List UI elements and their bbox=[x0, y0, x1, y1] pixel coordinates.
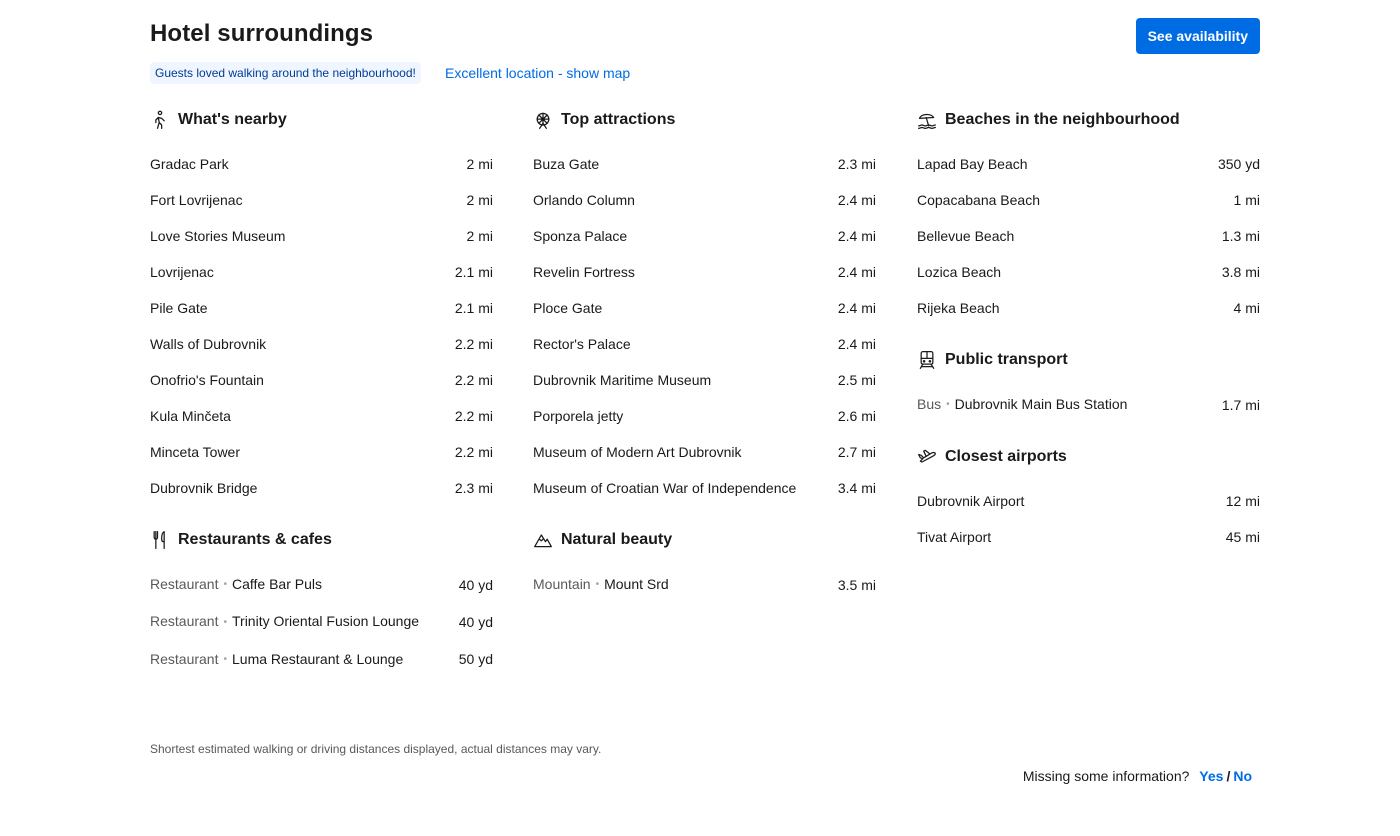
section-beaches bbox=[917, 108, 1260, 318]
place-label: Bellevue Beach bbox=[917, 228, 1015, 244]
place-name bbox=[150, 574, 322, 595]
list-item bbox=[150, 406, 493, 426]
list-item bbox=[917, 190, 1260, 210]
place-label: Luma Restaurant & Lounge bbox=[232, 650, 404, 667]
section-header bbox=[917, 445, 1260, 469]
list-item bbox=[533, 370, 876, 390]
section-title: Natural beauty bbox=[561, 531, 673, 548]
list-item bbox=[150, 478, 493, 498]
place-label: Sponza Palace bbox=[533, 228, 628, 244]
place-distance: 2.4 mi bbox=[837, 336, 876, 352]
section-title: Beaches in the neighbourhood bbox=[945, 111, 1180, 128]
restaurants-list bbox=[150, 574, 493, 670]
place-name bbox=[533, 370, 711, 390]
list-item bbox=[150, 442, 493, 462]
place-distance: 2.3 mi bbox=[837, 156, 876, 172]
list-item bbox=[533, 190, 876, 210]
ferris-wheel-icon bbox=[533, 110, 553, 130]
train-icon bbox=[917, 350, 937, 370]
distance-disclaimer: Shortest estimated walking or driving distances displayed, actual distances may vary. bbox=[150, 742, 602, 756]
place-label: Dubrovnik Bridge bbox=[150, 480, 258, 496]
place-name bbox=[150, 226, 285, 246]
section-natural-beauty bbox=[533, 528, 876, 595]
place-distance: 2.2 mi bbox=[454, 372, 493, 388]
place-name bbox=[150, 190, 243, 210]
place-label: Ploce Gate bbox=[533, 300, 603, 316]
nearby-list bbox=[150, 154, 493, 498]
place-category: Mountain bbox=[533, 576, 591, 592]
separator-dot: • bbox=[595, 579, 600, 591]
separator-dot: • bbox=[946, 399, 950, 411]
place-distance: 40 yd bbox=[458, 576, 493, 593]
place-label: Dubrovnik Airport bbox=[917, 493, 1025, 510]
place-label: Dubrovnik Main Bus Station bbox=[954, 396, 1128, 412]
fork-knife-icon bbox=[150, 530, 170, 550]
place-distance: 2.6 mi bbox=[837, 408, 876, 424]
place-distance: 4 mi bbox=[1233, 300, 1260, 316]
place-distance: 1.3 mi bbox=[1221, 228, 1260, 244]
place-label: Porporela jetty bbox=[533, 408, 624, 424]
section-header bbox=[917, 108, 1260, 132]
place-label: Fort Lovrijenac bbox=[150, 192, 243, 208]
list-item bbox=[917, 527, 1260, 547]
place-label: Mount Srd bbox=[604, 576, 669, 592]
place-name bbox=[533, 574, 669, 595]
attractions-list bbox=[533, 154, 876, 498]
list-item bbox=[150, 298, 493, 318]
place-label: Dubrovnik Maritime Museum bbox=[533, 372, 712, 388]
place-label: Gradac Park bbox=[150, 156, 229, 172]
hotel-surroundings bbox=[150, 0, 1260, 836]
place-name bbox=[533, 154, 599, 174]
place-label: Love Stories Museum bbox=[150, 228, 286, 244]
section-closest-airports bbox=[917, 445, 1260, 547]
place-label: Lozica Beach bbox=[917, 264, 1002, 280]
section-title: Restaurants & cafes bbox=[178, 531, 332, 548]
section-title: Closest airports bbox=[945, 448, 1067, 466]
place-name bbox=[533, 190, 635, 210]
place-name bbox=[533, 262, 635, 282]
section-header bbox=[917, 348, 1260, 372]
place-name bbox=[150, 298, 208, 318]
airplane-icon bbox=[917, 447, 937, 467]
place-distance: 2.1 mi bbox=[454, 300, 493, 316]
section-header bbox=[150, 528, 493, 552]
place-distance: 2 mi bbox=[466, 192, 493, 208]
beaches-list bbox=[917, 154, 1260, 318]
place-label: Onofrio's Fountain bbox=[150, 372, 264, 388]
place-label: Kula Minčeta bbox=[150, 408, 231, 424]
place-label: Buza Gate bbox=[533, 156, 600, 172]
place-name bbox=[533, 478, 796, 498]
place-distance: 2.7 mi bbox=[837, 444, 876, 460]
place-label: Pile Gate bbox=[150, 300, 208, 316]
section-restaurants bbox=[150, 528, 493, 670]
section-header bbox=[150, 108, 493, 132]
place-distance: 2.4 mi bbox=[837, 264, 876, 280]
place-name bbox=[917, 491, 1024, 511]
place-distance: 2.4 mi bbox=[837, 228, 876, 244]
place-name bbox=[150, 611, 419, 632]
place-distance: 50 yd bbox=[458, 651, 493, 668]
place-name bbox=[150, 406, 231, 426]
place-distance: 2.1 mi bbox=[454, 264, 493, 280]
place-label: Trinity Oriental Fusion Lounge bbox=[232, 613, 420, 630]
place-distance: 2 mi bbox=[466, 156, 493, 172]
place-category: Restaurant bbox=[150, 576, 219, 592]
place-name bbox=[917, 394, 1127, 415]
section-header bbox=[533, 108, 876, 132]
section-whats-nearby bbox=[150, 108, 493, 498]
beach-umbrella-icon bbox=[917, 110, 937, 130]
feedback-prompt bbox=[1023, 766, 1252, 786]
see-availability-button[interactable]: See availability bbox=[1136, 18, 1260, 54]
place-distance: 3.4 mi bbox=[837, 480, 876, 496]
place-name bbox=[150, 478, 257, 498]
place-name bbox=[917, 262, 1001, 282]
list-item bbox=[150, 154, 493, 174]
place-name bbox=[150, 442, 240, 462]
place-name bbox=[533, 442, 742, 462]
separator-dot: • bbox=[223, 653, 227, 665]
list-item bbox=[533, 574, 876, 595]
place-label: Minceta Tower bbox=[150, 444, 241, 460]
page-title: Hotel surroundings bbox=[150, 20, 374, 47]
place-name bbox=[150, 370, 264, 390]
section-title: What's nearby bbox=[178, 111, 287, 128]
list-item bbox=[917, 491, 1260, 511]
place-label: Walls of Dubrovnik bbox=[150, 336, 267, 352]
place-name bbox=[533, 226, 627, 246]
list-item bbox=[150, 190, 493, 210]
place-name bbox=[150, 154, 229, 174]
place-distance: 2 mi bbox=[466, 228, 493, 244]
transport-list bbox=[917, 394, 1260, 415]
list-item bbox=[533, 226, 876, 246]
place-distance: 45 mi bbox=[1225, 529, 1260, 546]
column-1 bbox=[150, 108, 493, 692]
list-item bbox=[533, 298, 876, 318]
section-title: Public transport bbox=[945, 351, 1068, 368]
place-label: Museum of Modern Art Dubrovnik bbox=[533, 444, 742, 460]
place-category: Restaurant bbox=[150, 650, 219, 667]
place-label: Copacabana Beach bbox=[917, 192, 1040, 208]
place-distance: 2.5 mi bbox=[837, 372, 876, 388]
column-2 bbox=[533, 108, 876, 617]
place-distance: 2.2 mi bbox=[454, 336, 493, 352]
place-category: Restaurant bbox=[150, 613, 219, 630]
feedback-separator: / bbox=[1226, 768, 1231, 784]
list-item bbox=[150, 334, 493, 354]
place-distance: 1 mi bbox=[1233, 192, 1260, 208]
place-label: Museum of Croatian War of Independence bbox=[533, 480, 797, 496]
place-name bbox=[917, 527, 991, 547]
list-item bbox=[917, 298, 1260, 318]
list-item bbox=[917, 154, 1260, 174]
list-item bbox=[150, 370, 493, 390]
place-label: Lovrijenac bbox=[150, 264, 214, 280]
airports-list bbox=[917, 491, 1260, 547]
place-name bbox=[917, 190, 1040, 210]
place-distance: 12 mi bbox=[1225, 493, 1260, 510]
list-item bbox=[533, 334, 876, 354]
natural-list bbox=[533, 574, 876, 595]
place-name bbox=[917, 154, 1028, 174]
header bbox=[150, 18, 1260, 88]
location-badge: Guests loved walking around the neighbourhood! bbox=[150, 62, 421, 84]
place-name bbox=[150, 649, 403, 670]
place-name bbox=[150, 262, 214, 282]
place-distance: 2.4 mi bbox=[837, 300, 876, 316]
column-3 bbox=[917, 108, 1260, 569]
place-distance: 3.8 mi bbox=[1221, 264, 1260, 280]
place-label: Rijeka Beach bbox=[917, 300, 1000, 316]
list-item bbox=[917, 394, 1260, 415]
place-distance: 2.2 mi bbox=[454, 444, 493, 460]
list-item bbox=[917, 226, 1260, 246]
place-label: Rector's Palace bbox=[533, 336, 631, 352]
place-name bbox=[150, 334, 266, 354]
feedback-question: Missing some information? bbox=[1022, 768, 1190, 784]
separator-dot: • bbox=[223, 616, 227, 628]
place-distance: 2.3 mi bbox=[454, 480, 493, 496]
place-distance: 2.4 mi bbox=[837, 192, 876, 208]
place-category: Bus bbox=[917, 396, 942, 412]
place-distance: 40 yd bbox=[458, 613, 493, 630]
place-distance: 350 yd bbox=[1217, 156, 1260, 172]
section-top-attractions bbox=[533, 108, 876, 498]
mountain-icon bbox=[533, 530, 553, 550]
place-label: Caffe Bar Puls bbox=[232, 576, 323, 592]
section-title: Top attractions bbox=[561, 111, 676, 128]
place-distance: 2.2 mi bbox=[454, 408, 493, 424]
section-public-transport bbox=[917, 348, 1260, 415]
separator-dot: • bbox=[223, 579, 227, 591]
list-item bbox=[150, 649, 493, 670]
place-name bbox=[533, 334, 631, 354]
list-item bbox=[150, 226, 493, 246]
list-item bbox=[150, 574, 493, 595]
place-label: Tivat Airport bbox=[917, 529, 992, 546]
section-header bbox=[533, 528, 876, 552]
place-label: Orlando Column bbox=[533, 192, 635, 208]
place-label: Revelin Fortress bbox=[533, 264, 635, 280]
place-label: Lapad Bay Beach bbox=[917, 156, 1028, 172]
place-distance: 3.5 mi bbox=[837, 576, 876, 593]
show-map-link[interactable]: Excellent location - show map bbox=[445, 65, 631, 81]
list-item bbox=[533, 406, 876, 426]
list-item bbox=[533, 478, 876, 498]
list-item bbox=[150, 262, 493, 282]
list-item bbox=[917, 262, 1260, 282]
place-name bbox=[533, 406, 623, 426]
list-item bbox=[533, 154, 876, 174]
feedback-no-button[interactable]: No bbox=[1233, 768, 1252, 784]
place-name bbox=[917, 226, 1014, 246]
list-item bbox=[533, 442, 876, 462]
list-item bbox=[533, 262, 876, 282]
walking-person-icon bbox=[150, 110, 170, 130]
feedback-yes-button[interactable]: Yes bbox=[1199, 768, 1224, 784]
place-distance: 1.7 mi bbox=[1221, 396, 1260, 413]
place-name bbox=[533, 298, 602, 318]
place-name bbox=[917, 298, 1000, 318]
list-item bbox=[150, 611, 493, 632]
